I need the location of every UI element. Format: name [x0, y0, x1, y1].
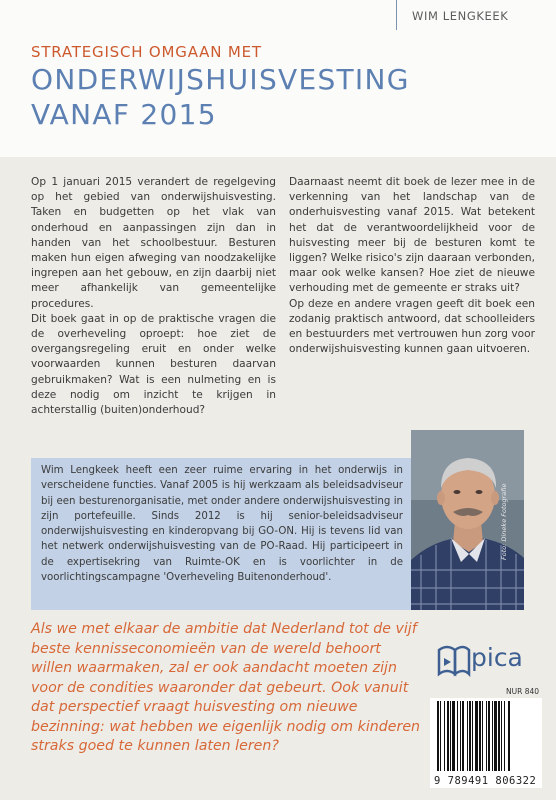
- book-title-line-2: VANAF 2015: [31, 98, 217, 131]
- book-title-kicker: STRATEGISCH OMGAAN MET: [31, 43, 262, 61]
- pull-quote: Als we met elkaar de ambitie dat Nederland tot de vijf beste kennisseconomieën van de wereld behoort willen waarmaken, zal er ook aandacht moeten zijn voor de condities waaronder dat gebeurt. Ook vanuit dat perspectief vraagt huisvesting om nieuwe bezinning: wat hebben we eigenlijk nodig om kinderen straks goed te kunnen laten leren?: [31, 621, 421, 754]
- author-name: WIM LENGKEEK: [412, 9, 509, 23]
- author-bio: Wim Lengkeek heeft een zeer ruime ervaring in het onderwijs in verscheidene functies. Vanaf 2005 is hij werkzaam als beleidsadviseur bij een besturenorganisatie, met onder andere onderwijshuisvesting in zijn portefeuille. Sinds 2012 is hij senior-beleidsadviseur onderwijshuisvesting en kinderopvang bij GO-ON. Hij is tevens lid van het netwerk onderwijshuisvesting van de PO-Raad. Hij participeert in de expertisekring van Ruimte-OK en is voorlichter in de voorlichtingscampagne 'Overheveling Buitenonderhoud'.: [41, 465, 403, 584]
- blurb-paragraph: Dit boek gaat in op de praktische vragen die de overheveling oproept: hoe ziet de overgangsregeling eruit en onder welke voorwaarden kunnen besturen daarvan gebruikmaken? Wat is een nulmeting en is deze nodig om inzicht te krijgen in achterstallig (buiten)onderhoud?: [31, 312, 276, 417]
- barcode-icon: [436, 701, 540, 771]
- isbn-number: 9 789491 806322: [434, 775, 537, 787]
- photo-credit: Foto: Dineke Fotografie: [500, 483, 508, 560]
- author-divider: [396, 0, 397, 30]
- blurb-left-column: [31, 175, 276, 418]
- blurb-right-column: [289, 175, 535, 357]
- publisher-name: pica: [471, 643, 523, 672]
- blurb-paragraph: Op deze en andere vragen geeft dit boek een zodanig praktisch antwoord, dat schoolleiders en bestuurders met vertrouwen hun zorg voor onderwijshuisvesting kunnen gaan uitvoeren.: [289, 297, 535, 356]
- book-title: [31, 62, 410, 132]
- blurb-paragraph: Daarnaast neemt dit boek de lezer mee in de verkenning van het landschap van de onderhuisvesting vanaf 2015. Wat betekent het dat de verantwoordelijkheid voor de huisvesting meer bij de besturen komt te liggen? Welke risico's zijn daaraan verbonden, maar ook welke kansen? Hoe ziet de nieuwe verhouding met de gemeente er straks uit?: [289, 176, 535, 295]
- book-title-line-1: ONDERWIJSHUISVESTING: [31, 63, 410, 96]
- nur-code: NUR 840: [506, 687, 540, 696]
- blurb-paragraph: Op 1 januari 2015 verandert de regelgeving op het gebied van onderwijshuisvesting. Taken en budgetten op het vlak van onderhoud en aanpassingen zijn dan in handen van het schoolbestuur. Besturen maken hun eigen afweging van noodzakelijke ingrepen aan het gebouw, en zijn daarbij niet meer afhankelijk van gemeentelijke procedures.: [31, 176, 276, 310]
